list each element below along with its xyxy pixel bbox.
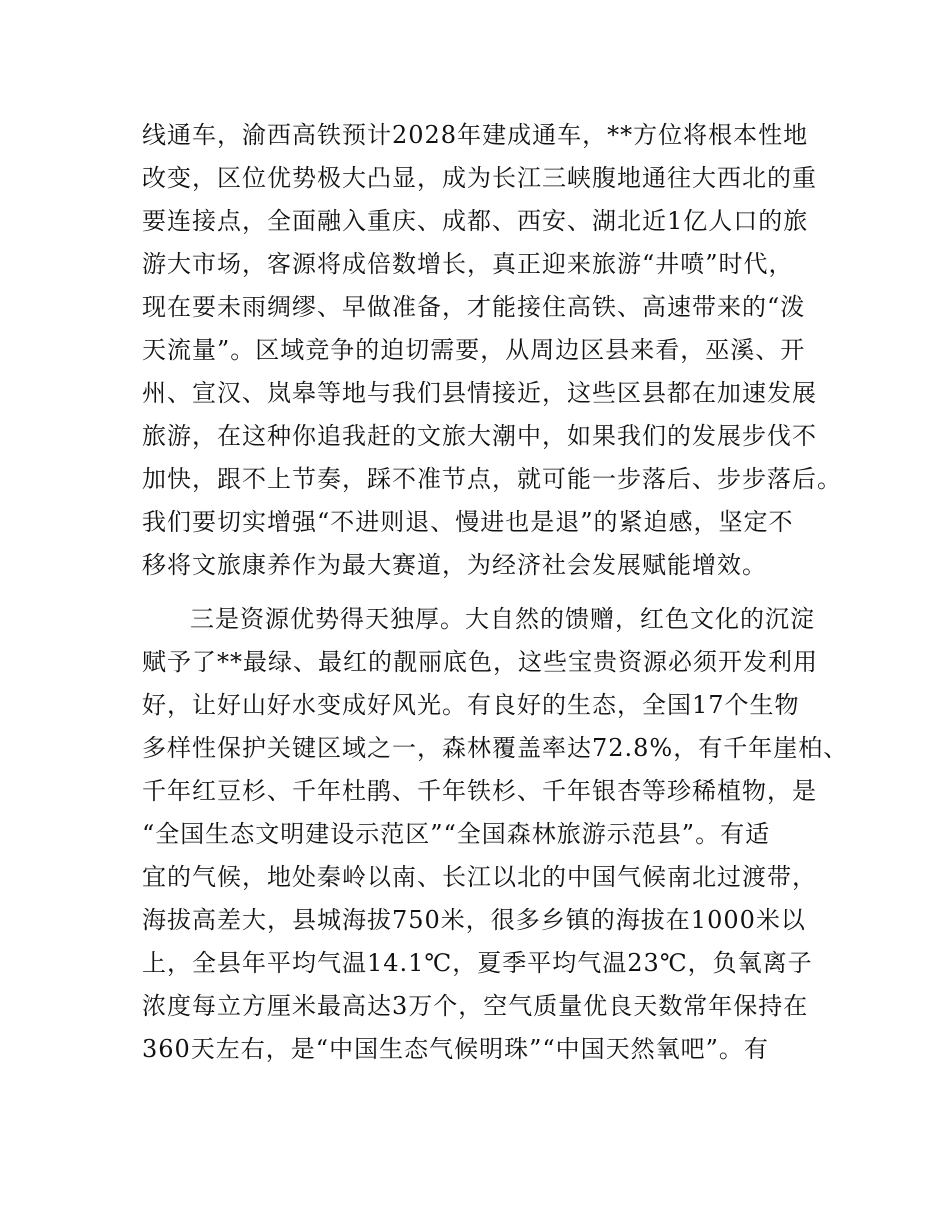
text-line-indented: 三是资源优势得天独厚。大自然的馈赠，红色文化的沉淀 [190,605,815,633]
text-line: 360天左右，是“中国生态气候明珠”“中国天然氧吧”。有 [142,1035,769,1063]
text-line: 现在要未雨绸缪、早做准备，才能接住高铁、高速带来的“泼 [142,293,806,321]
text-line: 我们要切实增强“不进则退、慢进也是退”的紧迫感，坚定不 [142,508,794,536]
paragraph-gap [142,587,822,598]
paragraph-2 [142,598,849,1071]
text-line: 游大市场，客源将成倍数增长，真正迎来旅游“井喷”时代， [142,250,794,278]
text-line: 赋予了**最绿、最红的靓丽底色，这些宝贵资源必须开发利用 [142,648,818,676]
text-line: 宜的气候，地处秦岭以南、长江以北的中国气候南北过渡带， [142,863,817,891]
text-line: 要连接点，全面融入重庆、成都、西安、湖北近1亿人口的旅 [142,207,809,235]
text-line: 州、宣汉、岚皋等地与我们县情接近，这些区县都在加速发展 [142,379,817,407]
text-line: 线通车，渝西高铁预计2028年建成通车，**方位将根本性地 [142,121,809,149]
text-line: 海拔高差大，县城海拔750米，很多乡镇的海拔在1000米以 [142,906,806,934]
text-line: 浓度每立方厘米最高达3万个，空气质量优良天数常年保持在 [142,992,809,1020]
text-line: 改变，区位优势极大凸显，成为长江三峡腹地通往大西北的重 [142,164,817,192]
text-line: 移将文旅康养作为最大赛道，为经济社会发展赋能增效。 [142,551,767,579]
text-line: 千年红豆杉、千年杜鹃、千年铁杉、千年银杏等珍稀植物，是 [142,777,817,805]
text-line: 多样性保护关键区域之一，森林覆盖率达72.8%，有千年崖柏、 [142,734,849,762]
text-line: 好，让好山好水变成好风光。有良好的生态，全国17个生物 [142,691,800,719]
text-line: 天流量”。区域竞争的迫切需要，从周边区县来看，巫溪、开 [142,336,806,364]
text-line: “全国生态文明建设示范区”“全国森林旅游示范县”。有适 [142,820,771,848]
paragraph-1 [142,114,842,587]
text-line: 旅游，在这种你追我赶的文旅大潮中，如果我们的发展步伐不 [142,422,817,450]
text-line: 加快，跟不上节奏，踩不准节点，就可能一步落后、步步落后。 [142,465,842,493]
text-line: 上，全县年平均气温14.1℃，夏季平均气温23℃，负氧离子 [142,949,813,977]
body-text [142,114,849,1071]
